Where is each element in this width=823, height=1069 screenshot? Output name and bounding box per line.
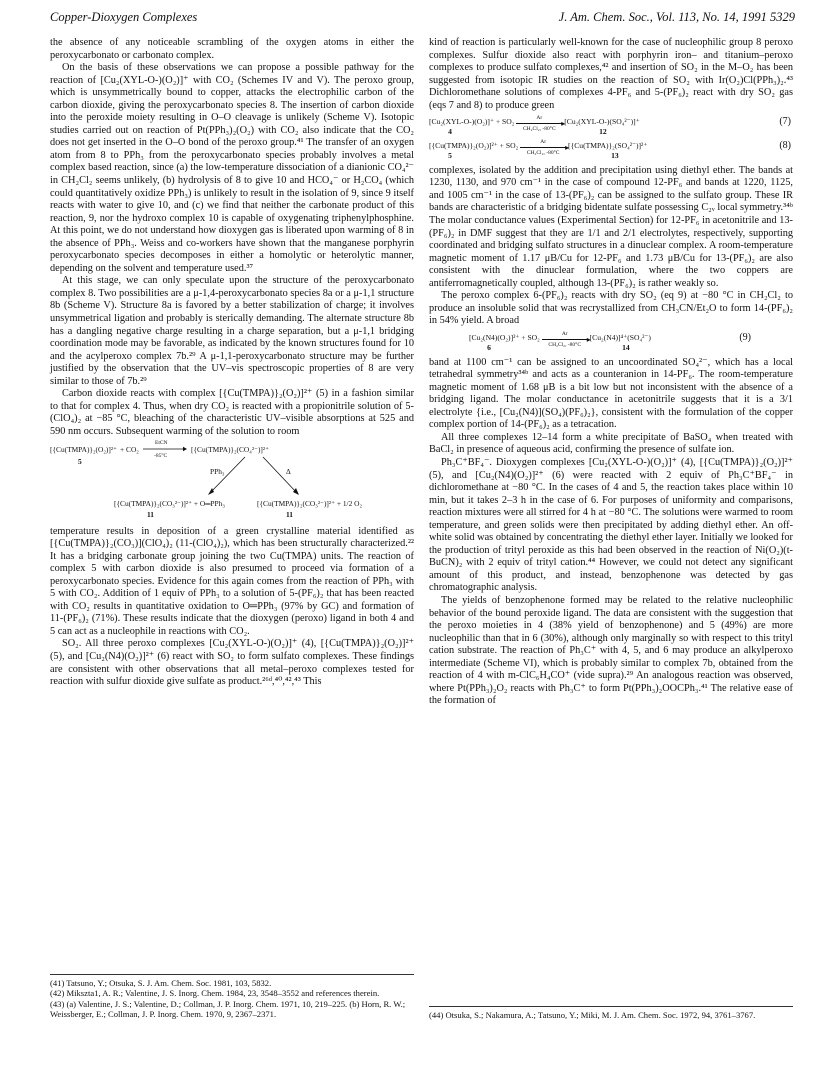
- scheme-left-product: [{Cu(TMPA)}₂(CO₃²⁻)]²⁺ + O═PPh₃: [114, 498, 225, 508]
- reaction-arrow: Ar ▸ CH₂Cl₂, -80°C: [542, 334, 588, 343]
- footnote: (44) Otsuka, S.; Nakamura, A.; Tatsuno, Y.; Miki, M. J. Am. Chem. Soc. 1972, 94, 3761–3767.: [429, 1010, 756, 1020]
- paragraph: Carbon dioxide reacts with complex [{Cu(TMPA)}₂(O₂)]²⁺ (5) in a fashion similar to that for complex 4. Thus, when dry CO₂ is reacted with a propionitrile solution of 5-(ClO₄)₂ at −85 °C, bleaching of the characteristic UV–visible absorptions at 525 and 590 nm occurs. Subsequent warming of the solution to room: [50, 388, 414, 437]
- scheme-delta: Δ: [286, 466, 291, 476]
- eq9-right: [Cu₂(N4)]⁴⁺(SO₄²⁻): [589, 332, 651, 342]
- footnote: (43) (a) Valentine, J. S.; Valentine, D.; Collman, J. P. Inorg. Chem. 1971, 10, 219–225. (b) Horn, R. W.; Weissberger, E.; Collman, J. P. Inorg. Chem. 1970, 9, 2367–2371.: [50, 998, 406, 1019]
- paragraph: The yields of benzophenone formed may be related to the relative nucleophilic behavior of the bound peroxide ligand. The data are consistent with the suggestion that the peroxo moieties in 4 (38% yield of benzophenone) and 5 (49%) are more nucleophilic than that in 6 (30%), although only marginally so with respect to this trityl cation substrate. The reaction of Ph₃C⁺ with 4, 5, and 6 may produce an alkylperoxo intermediate (Scheme VI), which is probably similar to complex 7b, obtained from the reaction of 4 with m-ClC₆H₄CO⁺ (vide supra).²⁹ An analogous reaction was observed, where Pt(PPh₃)₂O₂ reacts with Ph₃C⁺ to form Pt(PPh₃)₂OOCPh₃.⁴¹ The relative ease of the formation of: [429, 595, 793, 707]
- right-footnotes: [429, 1006, 793, 1020]
- page-header: [50, 10, 795, 28]
- scheme-arrow-bottom: -85°C: [154, 452, 168, 459]
- journal-citation: J. Am. Chem. Soc., Vol. 113, No. 14, 1991 5329: [558, 10, 795, 24]
- eq8-label-left: 5: [448, 150, 452, 160]
- equation-number: (7): [779, 116, 791, 128]
- scheme-arrow-top: EtCN: [155, 439, 168, 446]
- eq7-right: [Cu₂(XYL-O-)(SO₄²⁻)]⁺: [564, 117, 640, 127]
- paragraph: All three complexes 12–14 form a white precipitate of BaSO₄ when treated with BaCl₂ in presence of aqueous acid, confirming the presence of sulfate ion.: [429, 431, 793, 456]
- scheme-label-5: 5: [78, 456, 82, 466]
- eq9-label-right: 14: [622, 342, 630, 352]
- scheme-right-product: [{Cu(TMPA)}₂(CO₃²⁻)]²⁺ + 1/2 O₂: [257, 498, 363, 508]
- footnote: (41) Tatsuno, Y.; Otsuka, S. J. Am. Chem. Soc. 1981, 103, 5832.: [50, 978, 272, 988]
- scheme-pph3: PPh₃: [210, 466, 225, 476]
- eq7-label-left: 4: [448, 127, 452, 137]
- scheme-co2: + CO₂: [120, 444, 139, 454]
- paragraph: SO₂. All three peroxo complexes [Cu₂(XYL-O-)(O₂)]⁺ (4), [{Cu(TMPA)}₂(O₂)]²⁺ (5), and [Cu₂(N4)(O₂)]²⁺ (6) react with SO₂ to form sulfato complexes. These findings are consistent with other observations that all metal–peroxo complexes tested for reaction with sulfur dioxide give sulfate as product.²⁶ᵈ,⁴⁰,⁴²,⁴³ This: [50, 638, 414, 688]
- paragraph: complexes, isolated by the addition and precipitation using diethyl ether. The bands at 1230, 1130, and 970 cm⁻¹ in the case of compound 12-PF₆ and bands at 1220, 1125, and 1005 cm⁻¹ in the case of 13-(PF₆)₂ can be assigned to the sulfato group. These IR bands are characteristic of a bridging bidentate sulfate possessing C₂ᵥ local symmetry.³⁴ᵇ The molar conductance values (Experimental Section) for 12-PF₆ in acetonitrile and 13-(PF₆)₂ in DMF suggest that they are 1/1 and 2/1 electrolytes, respectively, supporting coordinated and bridging sulfato structures in a dinuclear complex. A room-temperature magnetic moment of 1.17 μB/Cu for 12-PF₆ and 1.73 μB/Cu for 13-(PF₆)₂ are also consistent with the dinuclear formulation, where the two coppers are antiferromagnetically coupled, although 13-(PF₆)₂ is rather weakly so.: [429, 164, 793, 289]
- eq8-right: [{Cu(TMPA)}₂(SO₄²⁻)]²⁺: [568, 141, 648, 151]
- paragraph: kind of reaction is particularly well-known for the case of nucleophilic group 8 peroxo complexes. Sulfur dioxide also react with porphyrin iron– and titanium–peroxo complexes to produce sulfato complexes,⁴² and insertion of SO₂ in the M–O₂ has been suggested from isotopic IR studies on the reaction of SO₂ with Ir(O₂)Cl(PPh₃)₂.⁴³ Dichloromethane solutions of complexes 4-PF₆ and 5-(PF₆)₂ react with dry SO₂ gas (eqs 7 and 8) to produce green: [429, 37, 793, 111]
- arrow-condition: Ar: [540, 138, 547, 145]
- paragraph: On the basis of these observations we can propose a possible pathway for the reaction of [Cu₂(XYL-O-)(O₂)]⁺ with CO₂ (Schemes IV and V). The peroxo group, which is unsymmetrically bound to copper, attacks the electrophilic carbon of the carbon dioxide, giving the peroxycarbonato species 8. The insertion of carbon dioxide into the peroxide moiety resulting in O–O cleavage is unlikely (Scheme V). Isotopic studies carried out on reaction of Pt(PPh₃)₂(O₂) with CO₂ also indicate that the CO₂ does not get inserted in the O–O bond of the peroxo group.⁴¹ The transfer of an oxygen atom from 8 to PPh₃ from the peroxycarbonato species probably involves a metal complex based reaction, since (a) the low-temperature dissociation of a dianionic CO₄²⁻ in CH₂Cl₂ seems unlikely, (b) hydrolysis of 8 to give 10 and HCO₄⁻ or H₂CO₄ (which could quantitatively oxidize PPh₃) is unlikely to result in the isolation of 9, since 9 itself reacts with water to give 10, and (c) we find that neither the carbonate product of this reaction, 9, nor the hydroxo complex 10 is capable of oxygenating triphenylphosphine. At this point, we do not understand how dioxygen gas is liberated upon warming of 8 in the absence of PPh₃. Weiss and co-workers have shown that the manganese porphyrin peroxycarbonato species decomposes in either a homolytic or heterolytic manner, depending on the solvent and temperature used.³⁷: [50, 62, 414, 274]
- equation-9: [469, 330, 793, 352]
- scheme-label-11: 11: [286, 509, 293, 519]
- equation-number: (8): [779, 140, 791, 152]
- reaction-arrow: Ar ▸ CH₂Cl₂, -80°C: [516, 118, 562, 127]
- eq7-label-right: 12: [599, 127, 607, 137]
- paragraph: At this stage, we can only speculate upon the structure of the peroxycarbonato complex 8. Two possibilities are a μ-1,4-peroxycarbonato species 8a or a μ-1,1 structure 8b (Scheme V). Structure 8a is favored by a better stabilization of charge; it involves unsymmetrical ligation and probably is sterically demanding. The alternate structure 8b has a dangling negative charge resulting in a charge separation, but a μ-1,1 bridging coordination mode may be favorable, as indicated by the known structures found for 10 and the acylperoxo complex 7b.²⁹ A μ-1,1-peroxycarbonato structure may be further justified by the observation that the UV–vis spectroscopic properties of 8 are very similar to those of 7b.²⁹: [50, 275, 414, 387]
- eq7-left: [Cu₂(XYL-O-)(O₂)]⁺ + SO₂: [429, 117, 515, 127]
- reaction-scheme: [50, 439, 414, 521]
- scheme-reactant: [{Cu(TMPA)}₂(O₂)]²⁺: [50, 444, 117, 454]
- arrow-solvent: CH₂Cl₂, -80°C: [523, 126, 556, 133]
- arrow-solvent: CH₂Cl₂, -80°C: [526, 149, 560, 156]
- arrow-condition: Ar: [536, 115, 543, 122]
- eq9-left: [Cu₂(N4)(O₂)]²⁺ + SO₂: [469, 332, 540, 342]
- reaction-arrow: Ar ▸ CH₂Cl₂, -80°C: [520, 142, 566, 151]
- paragraph: Ph₃C⁺BF₄⁻. Dioxygen complexes [Cu₂(XYL-O-)(O₂)]⁺ (4), [{Cu(TMPA)}₂(O₂)]²⁺ (5), and [Cu₂(N4)(O₂)]²⁺ (6) were reacted with 2 equiv of Ph₃C⁺BF₄⁻ in dichloromethane at −80 °C. In the cases of 4 and 5, the reaction takes place within 10 min, but it takes 2–3 h in the case of 6. For purposes of uniformity and comparisons, reaction mixtures were all stirred for 4 h at −80 °C. The solutions were warmed to room temperature, and green solids were then precipitated by adding diethyl ether. An off-white solid was obtained by concentrating the diethyl ether layer. Initially we looked for the production of trityl peroxide as this had been observed in the reaction of Ni(O₂)(t-BuCN)₂ with 2 equiv of trityl cation.⁴⁴ However, we could not detect any significant amount of this product, and instead, benzophenone was detected by gas chromatographic analysis.: [429, 457, 793, 594]
- scheme-label-11: 11: [147, 509, 154, 519]
- eq8-label-right: 13: [611, 150, 619, 160]
- equation-number: (9): [739, 331, 751, 343]
- equation-7: [429, 117, 793, 136]
- paragraph: temperature results in deposition of a green crystalline material identified as [{Cu(TMPA)}₂(CO₃)](ClO₄)₂ (11-(ClO₄)₂), which has been structurally characterized.²² It has a bridging carbonate group joining the two Cu(TMPA) units. The reaction of complex 5 with carbon dioxide is also presumed to proceed via formation of a peroxycarbonato species. Evidence for this again comes from the reaction of PPh₃ with 5 with CO₂. Addition of 1 equiv of PPh₃ to a solution of 5-(PF₆)₂ that has been reacted with CO₂ results in quantitative oxidation to O═PPh₃ (97% by GC) and formation of 11-(PF₆)₂ (71%). These results indicate that the dioxygen (peroxo) ligand in both 4 and 5 can act as a nucleophile in reactions with CO₂.: [50, 525, 414, 637]
- eq9-label-left: 6: [487, 342, 491, 352]
- arrow-condition: Ar: [561, 330, 568, 337]
- arrow-solvent: CH₂Cl₂, -80°C: [548, 341, 582, 348]
- eq8-left: [{Cu(TMPA)}₂(O₂)]²⁺ + SO₂: [429, 141, 519, 151]
- footnote: (42) Mikszta1, A. R.; Valentine, J. S. Inorg. Chem. 1984, 23, 3548–3552 and references therein.: [50, 988, 380, 999]
- paragraph: the absence of any noticeable scrambling of the oxygen atoms in either the peroxycarbonato or carbonato complex.: [50, 37, 414, 61]
- paragraph: band at 1100 cm⁻¹ can be assigned to an uncoordinated SO₄²⁻, which has a local tetrahedral symmetry³⁴ᵇ and acts as a counteranion in 14-PF₆. The room-temperature magnetic moment of 1.68 μB is a bit low but not inconsistent with the absence of a bridging ligand. The molar conductance in acetonitrile suggests that it is a 3/1 electrolyte {i.e., [Cu₂(N4)](SO₄)(PF₆)₂}, consistent with the formulation of the copper complex portion of 14-(PF₆)₂ as a tetracation.: [429, 356, 793, 431]
- running-title: Copper-Dioxygen Complexes: [50, 10, 198, 24]
- left-footnotes: [50, 974, 414, 1019]
- equation-8: [429, 138, 793, 160]
- scheme-product: [{Cu(TMPA)}₂(CO₄²⁻)]²⁺: [191, 444, 269, 454]
- left-column: [50, 37, 414, 689]
- right-column: [429, 37, 793, 708]
- paragraph: The peroxo complex 6-(PF₆)₂ reacts with dry SO₂ (eq 9) at −80 °C in CH₂Cl₂ to produce an insoluble solid that was recrystallized from CH₃CN/Et₂O to form 14-(PF₆)₂ in 54% yield. A broad: [429, 290, 793, 327]
